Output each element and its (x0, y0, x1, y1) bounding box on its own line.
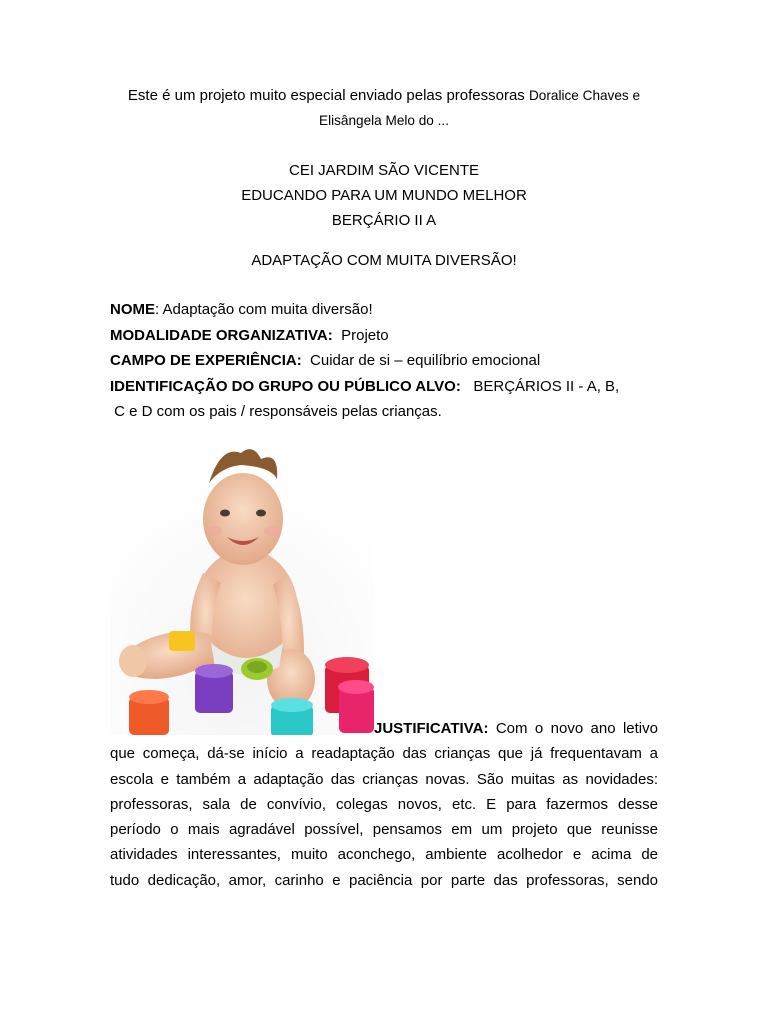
school-name: CEI JARDIM SÃO VICENTE (288, 162, 480, 179)
justificativa-section (110, 716, 658, 893)
justificativa-line-4: período o mais agradável possível, pensamos em um projeto que reunisse (110, 821, 658, 839)
justificativa-line-5: atividades interessantes, muito aconchego, ambiente acolhedor e acima de (110, 846, 658, 864)
field-grupo-continued (110, 399, 670, 425)
field-nome-label: NOME (110, 301, 155, 318)
justificativa-line-1: que começa, dá-se início a readaptação das crianças que já frequentavam a (110, 745, 658, 763)
field-grupo (110, 374, 670, 400)
field-modalidade-label: MODALIDADE ORGANIZATIVA: (110, 326, 333, 344)
field-campo (110, 348, 670, 374)
project-title: ADAPTAÇÃO COM MUITA DIVERSÃO! (251, 252, 517, 269)
justificativa-line-0: Com o novo ano letivo (495, 720, 658, 737)
baby-photo (111, 443, 374, 735)
school-header (60, 158, 708, 233)
justificativa-line-2: escola e também a adaptação das crianças novas. São muitas as novidades: (110, 770, 658, 788)
cup-yellow (169, 631, 195, 651)
intro-text (60, 83, 708, 133)
field-nome-value: : Adaptação com muita diversão! (155, 301, 373, 318)
field-campo-label: CAMPO DE EXPERIÊNCIA: (110, 352, 302, 369)
justificativa-label: JUSTIFICATIVA: (374, 720, 489, 737)
justificativa-line-3: professoras, sala de convívio, colegas novos, etc. E para fazermos desse (110, 795, 658, 813)
field-grupo-label: IDENTIFICAÇÃO DO GRUPO OU PÚBLICO ALVO: (110, 377, 461, 395)
field-campo-value: Cuidar de si – equilíbrio emocional (310, 352, 541, 369)
intro-part-3: Elisângela Melo do ... (319, 113, 449, 128)
field-modalidade-value: Projeto (341, 326, 389, 344)
school-motto: EDUCANDO PARA UM MUNDO MELHOR (241, 187, 527, 204)
justificativa-first-line (110, 716, 658, 741)
field-grupo-value-1: BERÇÁRIOS II - A, B, (473, 377, 620, 395)
justificativa-line-6: tudo dedicação, amor, carinho e paciência por parte das professoras, sendo (110, 871, 658, 889)
baby-illustration (111, 443, 374, 735)
field-nome (110, 297, 670, 323)
intro-part-2: Doralice Chaves e (528, 88, 641, 103)
intro-part-1: Este é um projeto muito especial enviado pelas professoras (127, 87, 525, 104)
project-fields (110, 297, 670, 425)
field-grupo-value-2: C e D com os pais / responsáveis pelas crianças. (114, 403, 442, 420)
field-modalidade (110, 323, 670, 349)
school-class: BERÇÁRIO II A (331, 212, 437, 229)
